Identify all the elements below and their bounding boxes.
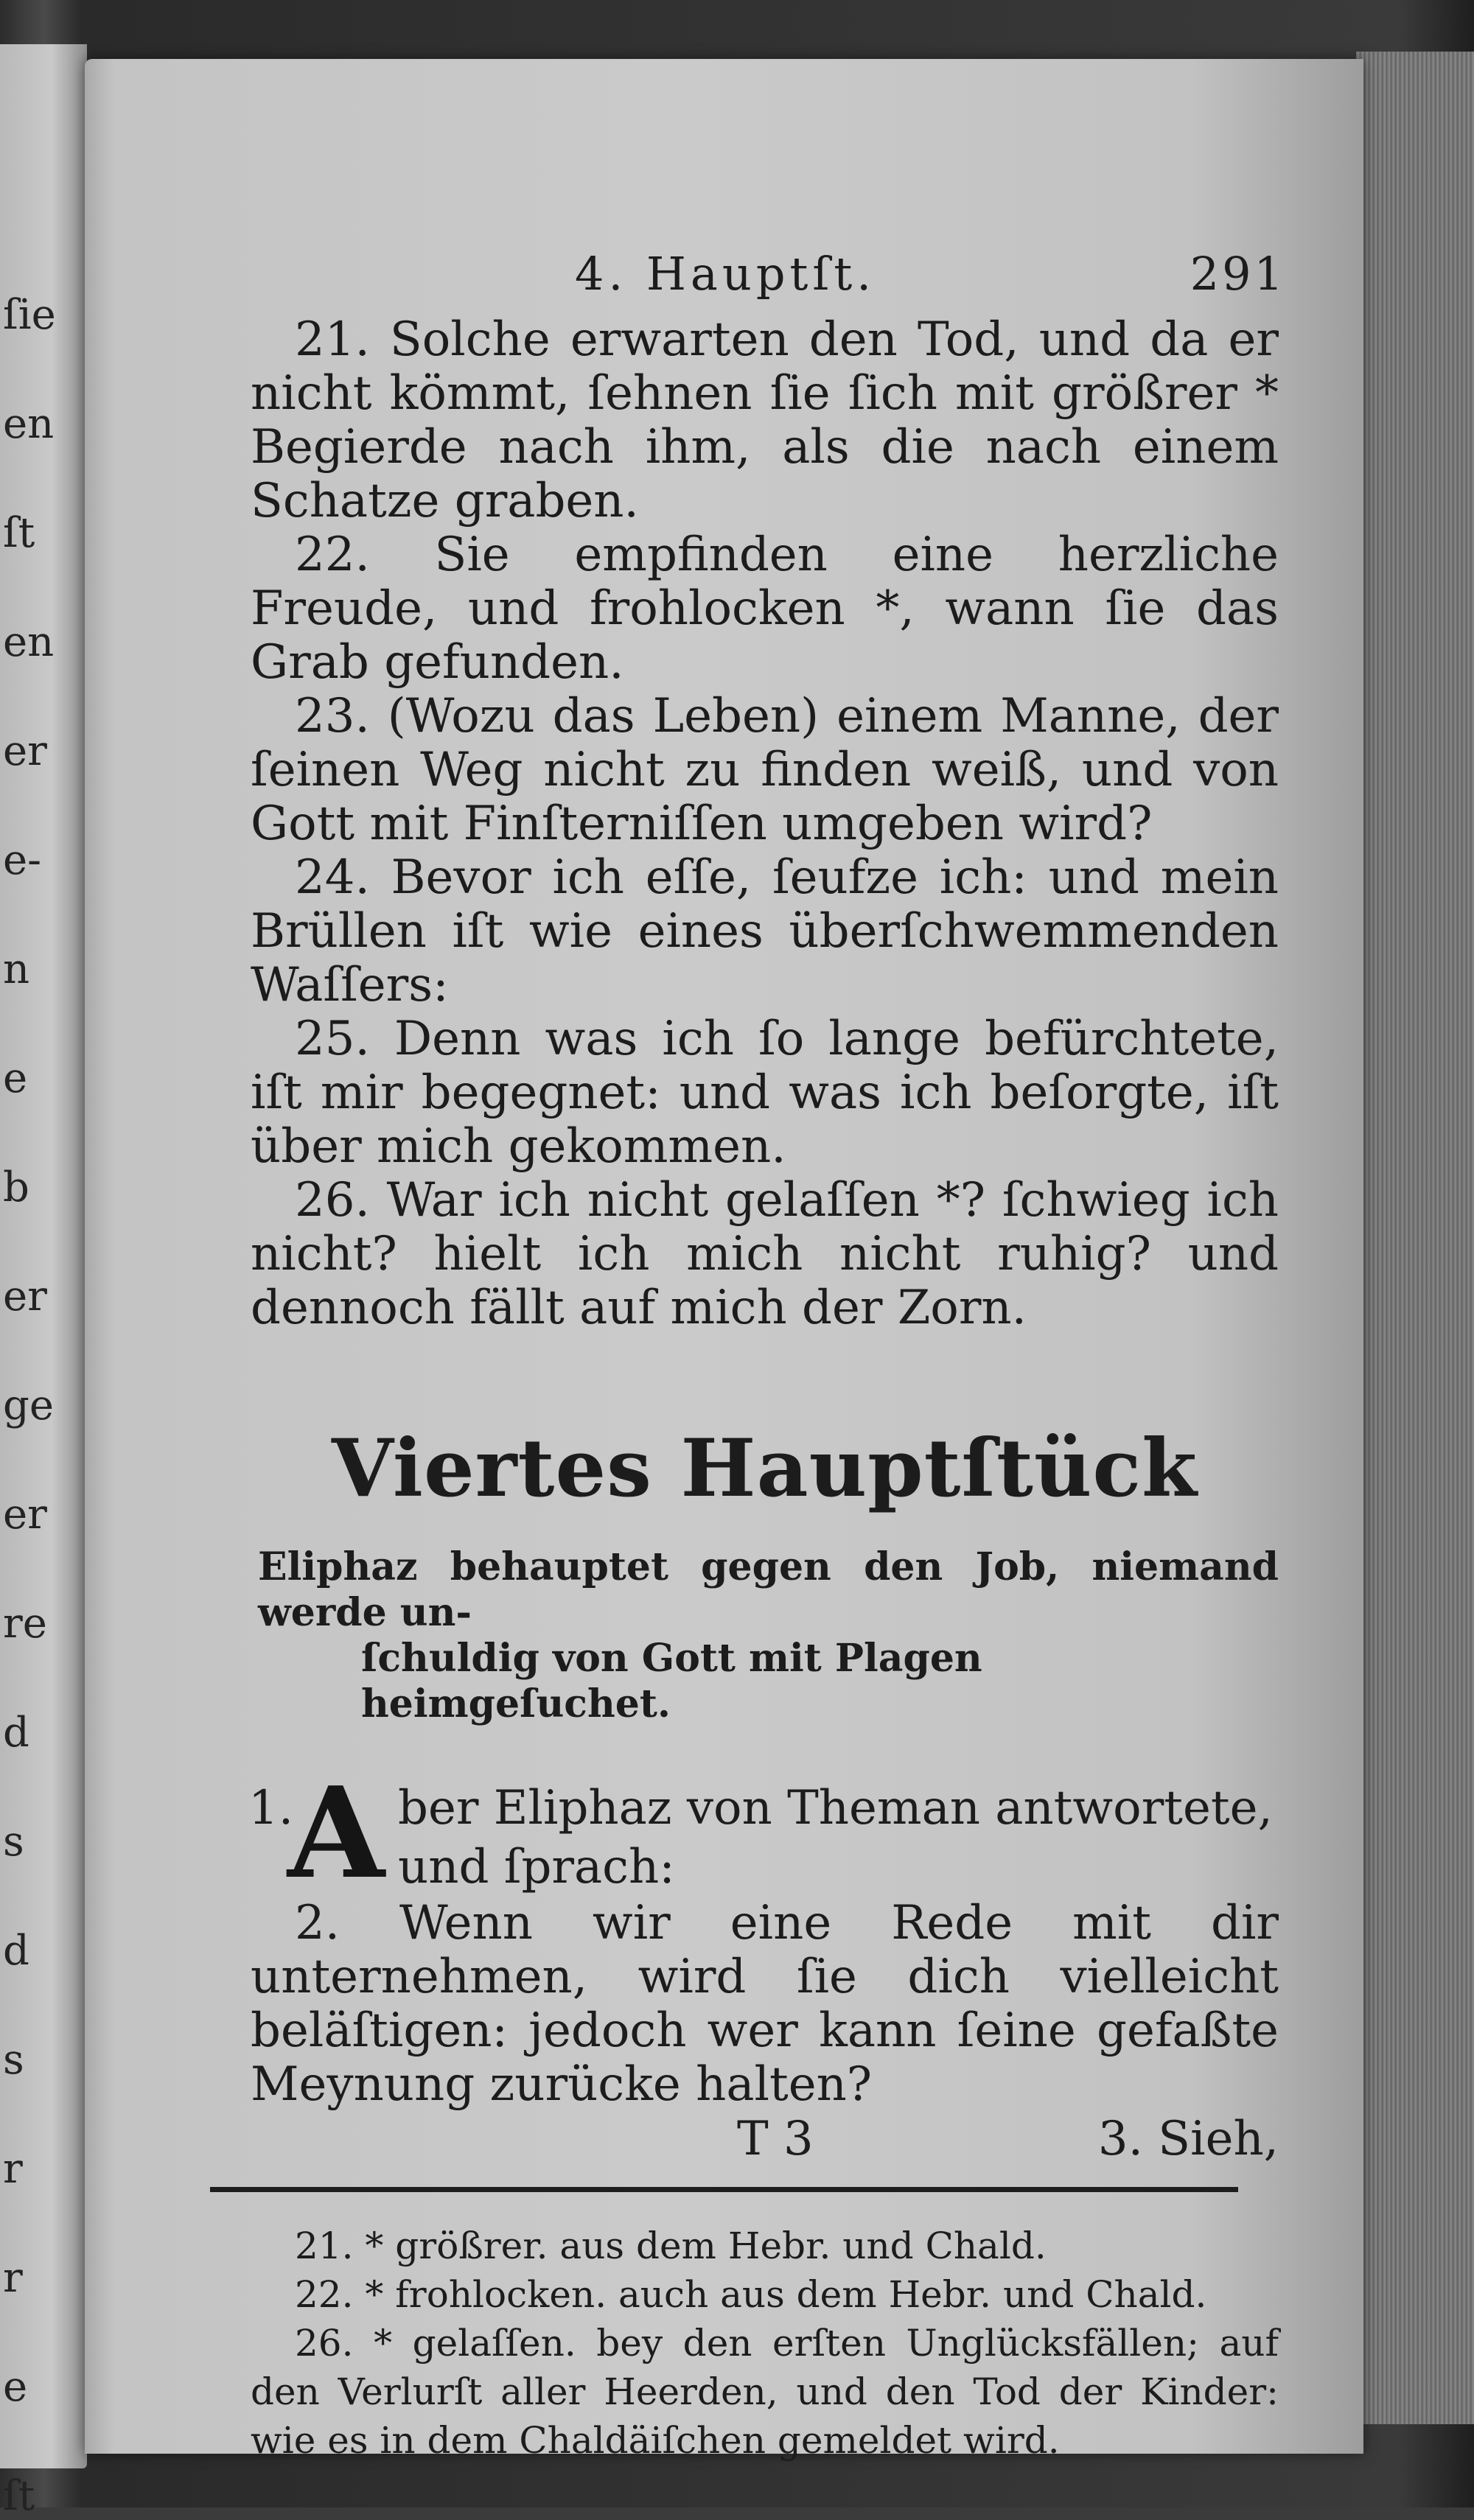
chapter-summary-line-1: Eliphaz behauptet gegen den Job, niemand werde un- bbox=[258, 1544, 1279, 1635]
verse-22: 22. Sie empfinden eine herzliche Freude, und frohlocken *, wann ſie das Grab gefunden. bbox=[251, 528, 1279, 690]
page-header bbox=[251, 247, 1286, 313]
chapter-summary-line-2: ſchuldig von Gott mit Plagen heimgeſuchet. bbox=[361, 1636, 982, 1726]
previous-page-fragment: s bbox=[3, 2036, 24, 2084]
verse-1-number: 1. bbox=[248, 1781, 294, 1835]
previous-page-fragment: ge bbox=[3, 1382, 54, 1429]
previous-page-fragment: e bbox=[3, 2363, 28, 2411]
previous-page-fragment: ſt bbox=[3, 2472, 35, 2520]
running-head: 4. Hauptſt. bbox=[575, 247, 876, 301]
drop-cap: A bbox=[287, 1760, 385, 1907]
previous-page-fragment: ſt bbox=[3, 509, 35, 557]
previous-page-fragment: r bbox=[3, 2145, 23, 2193]
previous-page-fragment: er bbox=[3, 1273, 47, 1320]
previous-page-fragment: e- bbox=[3, 836, 42, 884]
verse-24: 24. Bevor ich eſſe, ſeufze ich: und mein Brüllen iſt wie eines überſchwemmenden Waſſers: bbox=[251, 850, 1279, 1012]
previous-page-fragment: er bbox=[3, 727, 47, 775]
previous-page-fragment: ſie bbox=[3, 291, 56, 339]
previous-page-edge bbox=[0, 44, 87, 2520]
signature-mark: T 3 bbox=[737, 2112, 814, 2166]
previous-page-fragment: b bbox=[3, 1163, 29, 1211]
catchword: 3. Sieh, bbox=[1097, 2112, 1279, 2166]
page-stack-edge bbox=[1356, 52, 1474, 2424]
previous-page-fragment: d bbox=[3, 1709, 29, 1757]
previous-page-fragment: n bbox=[3, 945, 30, 993]
verse-2: 2. Wenn wir eine Rede mit dir unternehmen, wird ſie dich vielleicht beläſtigen: jedoch wer kann ſeine gefaßte Meynung zurücke halten? bbox=[251, 1896, 1279, 2112]
catchline bbox=[251, 2112, 1279, 2171]
chapter-title: Viertes Hauptſtück bbox=[332, 1422, 1198, 1515]
footnote-21: 21. * größrer. aus dem Hebr. und Chald. bbox=[295, 2225, 1047, 2267]
previous-page-fragment: d bbox=[3, 1927, 29, 1975]
verse-1 bbox=[248, 1760, 1279, 1907]
verse-25: 25. Denn was ich ſo lange befürchtete, iſt mir begegnet: und was ich beſorgte, iſt über mich gekommen. bbox=[251, 1012, 1279, 1174]
page-content bbox=[248, 247, 1286, 2465]
verse-1-text: ber Eliphaz von Theman antwortete, und ſprach: bbox=[398, 1781, 1273, 1894]
previous-page-fragment: e bbox=[3, 1054, 28, 1102]
previous-page-fragment: en bbox=[3, 618, 55, 666]
page-number: 291 bbox=[1190, 247, 1286, 301]
previous-page-fragment: s bbox=[3, 1818, 24, 1866]
footnote-26: 26. * gelaſſen. bey den erſten Unglücksfällen; auf den Verlurſt aller Heerden, und den Tod der Kinder: wie es in dem Chaldäiſchen gemeldet wird. bbox=[251, 2322, 1279, 2462]
footnote-22: 22. * frohlocken. auch aus dem Hebr. und Chald. bbox=[295, 2273, 1207, 2316]
verse-26: 26. War ich nicht gelaſſen *? ſchwieg ich nicht? hielt ich mich nicht ruhig? und dennoch fällt auf mich der Zorn. bbox=[251, 1173, 1279, 1335]
book-page bbox=[85, 59, 1363, 2462]
chapter-summary bbox=[251, 1544, 1279, 1727]
previous-page-fragment: re bbox=[3, 1600, 47, 1648]
previous-page-fragment: er bbox=[3, 1491, 47, 1539]
previous-page-fragment: r bbox=[3, 2254, 23, 2302]
verse-21: 21. Solche erwarten den Tod, und da er nicht kömmt, ſehnen ſie ſich mit größrer * Begierde nach ihm, als die nach einem Schatze graben. bbox=[251, 312, 1279, 528]
verse-23: 23. (Wozu das Leben) einem Manne, der ſeinen Weg nicht zu finden weiß, und von Gott mit Finſterniſſen umgeben wird? bbox=[251, 689, 1279, 851]
previous-page-fragment: en bbox=[3, 400, 55, 448]
footnote-rule bbox=[210, 2187, 1238, 2192]
